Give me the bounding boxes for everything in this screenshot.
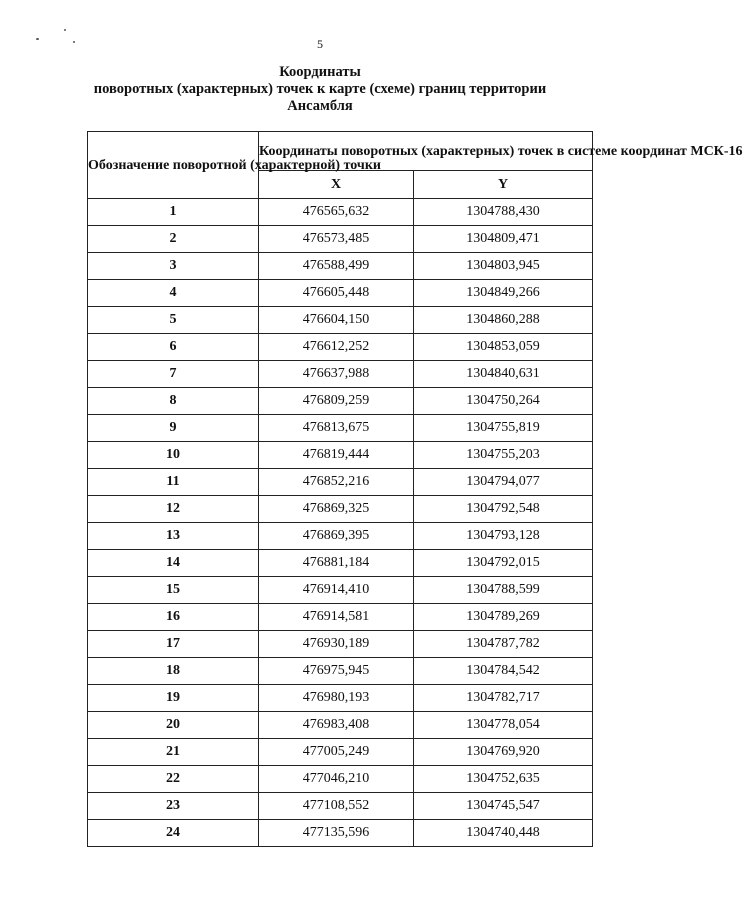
table-row [88, 334, 593, 361]
table-row [88, 658, 593, 685]
table-row [88, 415, 593, 442]
table-row [88, 199, 593, 226]
point-number-cell: 18 [88, 658, 259, 685]
page-number: 5 [317, 37, 323, 51]
y-coordinate-cell: 1304750,264 [414, 388, 593, 415]
point-number-cell: 16 [88, 604, 259, 631]
table-row [88, 550, 593, 577]
point-number-cell: 19 [88, 685, 259, 712]
y-coordinate-cell: 1304769,920 [414, 739, 593, 766]
table-row [88, 523, 593, 550]
table-row [88, 496, 593, 523]
y-coordinate-cell: 1304853,059 [414, 334, 593, 361]
x-coordinate-cell: 476869,325 [259, 496, 414, 523]
table-row [88, 361, 593, 388]
y-coordinate-cell: 1304784,542 [414, 658, 593, 685]
y-coordinate-cell: 1304849,266 [414, 280, 593, 307]
point-number-cell: 10 [88, 442, 259, 469]
table-row [88, 631, 593, 658]
x-coordinate-cell: 476588,499 [259, 253, 414, 280]
point-number-cell: 13 [88, 523, 259, 550]
x-coordinate-cell: 476914,410 [259, 577, 414, 604]
table-row [88, 577, 593, 604]
point-number-cell: 24 [88, 820, 259, 847]
y-coordinate-cell: 1304809,471 [414, 226, 593, 253]
x-coordinate-cell: 476605,448 [259, 280, 414, 307]
point-number-cell: 6 [88, 334, 259, 361]
point-number-cell: 21 [88, 739, 259, 766]
point-number-cell: 2 [88, 226, 259, 253]
point-number-cell: 5 [88, 307, 259, 334]
point-number-cell: 3 [88, 253, 259, 280]
y-coordinate-cell: 1304755,819 [414, 415, 593, 442]
y-coordinate-cell: 1304788,599 [414, 577, 593, 604]
y-coordinate-cell: 1304803,945 [414, 253, 593, 280]
table-row [88, 442, 593, 469]
x-coordinate-cell: 476914,581 [259, 604, 414, 631]
x-coordinate-cell: 477108,552 [259, 793, 414, 820]
x-coordinate-cell: 476930,189 [259, 631, 414, 658]
table-row [88, 739, 593, 766]
x-coordinate-cell: 476975,945 [259, 658, 414, 685]
y-coordinate-cell: 1304793,128 [414, 523, 593, 550]
table-row [88, 712, 593, 739]
point-number-cell: 14 [88, 550, 259, 577]
y-coordinate-cell: 1304840,631 [414, 361, 593, 388]
table-row [88, 388, 593, 415]
point-number-cell: 15 [88, 577, 259, 604]
table-row [88, 226, 593, 253]
x-coordinate-cell: 476612,252 [259, 334, 414, 361]
point-number-cell: 9 [88, 415, 259, 442]
y-coordinate-cell: 1304752,635 [414, 766, 593, 793]
x-coordinate-cell: 476983,408 [259, 712, 414, 739]
table-row [88, 253, 593, 280]
x-coordinate-cell: 476881,184 [259, 550, 414, 577]
point-number-cell: 4 [88, 280, 259, 307]
point-number-cell: 12 [88, 496, 259, 523]
point-number-cell: 1 [88, 199, 259, 226]
y-coordinate-cell: 1304745,547 [414, 793, 593, 820]
point-number-cell: 8 [88, 388, 259, 415]
y-coordinate-cell: 1304860,288 [414, 307, 593, 334]
header-x: X [259, 171, 414, 199]
y-coordinate-cell: 1304792,548 [414, 496, 593, 523]
x-coordinate-cell: 476869,395 [259, 523, 414, 550]
document-title [0, 64, 640, 115]
y-coordinate-cell: 1304778,054 [414, 712, 593, 739]
table-row [88, 604, 593, 631]
header-coordinates: Координаты поворотных (характерных) точек в системе координат МСК-16 [259, 132, 593, 171]
table-row [88, 685, 593, 712]
y-coordinate-cell: 1304740,448 [414, 820, 593, 847]
header-y: Y [414, 171, 593, 199]
y-coordinate-cell: 1304788,430 [414, 199, 593, 226]
x-coordinate-cell: 477135,596 [259, 820, 414, 847]
x-coordinate-cell: 476565,632 [259, 199, 414, 226]
y-coordinate-cell: 1304782,717 [414, 685, 593, 712]
x-coordinate-cell: 477005,249 [259, 739, 414, 766]
point-number-cell: 7 [88, 361, 259, 388]
x-coordinate-cell: 476637,988 [259, 361, 414, 388]
table-row [88, 280, 593, 307]
point-number-cell: 23 [88, 793, 259, 820]
title-line-3: Ансамбля [287, 98, 353, 114]
x-coordinate-cell: 476604,150 [259, 307, 414, 334]
point-number-cell: 22 [88, 766, 259, 793]
y-coordinate-cell: 1304794,077 [414, 469, 593, 496]
table-row [88, 469, 593, 496]
x-coordinate-cell: 476573,485 [259, 226, 414, 253]
table-row [88, 766, 593, 793]
x-coordinate-cell: 476852,216 [259, 469, 414, 496]
title-line-1: Координаты [279, 64, 361, 80]
point-number-cell: 20 [88, 712, 259, 739]
x-coordinate-cell: 476813,675 [259, 415, 414, 442]
point-number-cell: 11 [88, 469, 259, 496]
y-coordinate-cell: 1304789,269 [414, 604, 593, 631]
y-coordinate-cell: 1304792,015 [414, 550, 593, 577]
x-coordinate-cell: 476980,193 [259, 685, 414, 712]
title-line-2: поворотных (характерных) точек к карте (схеме) границ территории [93, 81, 547, 97]
scan-speck [64, 29, 66, 31]
x-coordinate-cell: 476819,444 [259, 442, 414, 469]
x-coordinate-cell: 476809,259 [259, 388, 414, 415]
x-coordinate-cell: 477046,210 [259, 766, 414, 793]
table-body [88, 199, 593, 847]
table-row [88, 307, 593, 334]
coordinates-table [87, 131, 743, 847]
y-coordinate-cell: 1304787,782 [414, 631, 593, 658]
table-row [88, 820, 593, 847]
y-coordinate-cell: 1304755,203 [414, 442, 593, 469]
point-number-cell: 17 [88, 631, 259, 658]
header-point-designation: Обозначение поворотной (характерной) точки [88, 132, 259, 199]
table-row [88, 793, 593, 820]
